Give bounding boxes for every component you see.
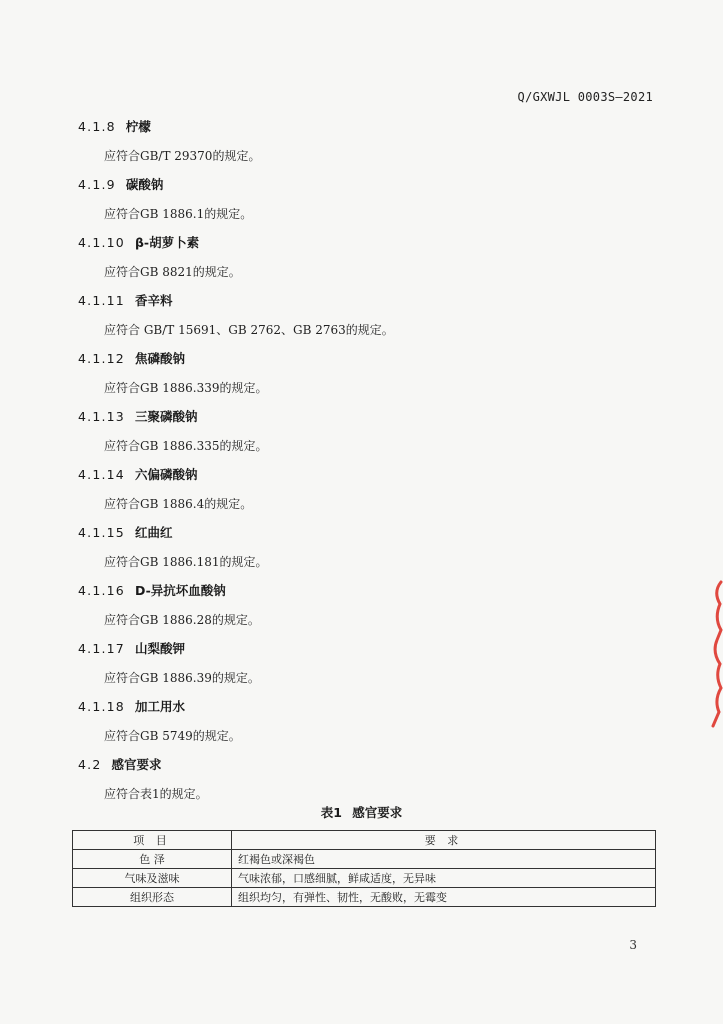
table-cell-requirement: 气味浓郁，口感细腻，鲜咸适度，无异味: [232, 869, 656, 888]
section-number: 4.1.11: [78, 293, 125, 308]
section-list: [78, 118, 658, 814]
section-title: 焦磷酸钠: [134, 351, 185, 366]
table-row: [73, 888, 656, 907]
section-heading: [78, 234, 658, 252]
table-row: [73, 850, 656, 869]
sensory-requirements-table: [72, 830, 656, 907]
section-heading: [78, 118, 658, 136]
section-title: D-异抗坏血酸钠: [134, 583, 226, 598]
section-body: 应符合GB 8821的规定。: [104, 265, 241, 279]
section-title: 感官要求: [111, 757, 162, 772]
section-number: 4.1.8: [78, 119, 116, 134]
section-title: β-胡萝卜素: [134, 235, 200, 250]
section-number: 4.1.18: [78, 699, 125, 714]
section-body: 应符合GB 1886.339的规定。: [104, 381, 268, 395]
section-number: 4.1.10: [78, 235, 125, 250]
section-body: 应符合GB 5749的规定。: [104, 729, 241, 743]
section-heading: [78, 640, 658, 658]
table-cell-requirement: 组织均匀，有弹性、韧性，无酸败，无霉变: [232, 888, 656, 907]
section-heading: [78, 292, 658, 310]
section-body: 应符合GB 1886.1的规定。: [104, 207, 253, 221]
section-body: 应符合GB 1886.28的规定。: [104, 613, 260, 627]
section-heading: [78, 524, 658, 542]
section-body: 应符合GB/T 29370的规定。: [104, 149, 261, 163]
table-cell-item: 色 泽: [73, 850, 232, 869]
section-body: 应符合表1的规定。: [104, 787, 208, 801]
section-number: 4.2: [78, 757, 102, 772]
column-header-requirement: 要 求: [232, 831, 656, 850]
section-title: 红曲红: [134, 525, 173, 540]
section-number: 4.1.17: [78, 641, 125, 656]
section-number: 4.1.15: [78, 525, 125, 540]
section-body: 应符合GB 1886.335的规定。: [104, 439, 268, 453]
section-heading: [78, 350, 658, 368]
section-number: 4.1.9: [78, 177, 116, 192]
page-number: 3: [629, 938, 637, 952]
section-body: 应符合 GB/T 15691、GB 2762、GB 2763的规定。: [104, 323, 394, 337]
section-number: 4.1.12: [78, 351, 125, 366]
table-caption: [0, 803, 723, 821]
section-title: 香辛料: [134, 293, 173, 308]
seal-stamp-edge: [711, 580, 723, 730]
section-heading: [78, 698, 658, 716]
section-title: 加工用水: [134, 699, 185, 714]
table-cell-requirement: 红褐色或深褐色: [232, 850, 656, 869]
section-number: 4.1.14: [78, 467, 125, 482]
table-row: [73, 869, 656, 888]
section-title: 柠檬: [125, 119, 151, 134]
table-cell-item: 组织形态: [73, 888, 232, 907]
section-heading: [78, 756, 658, 774]
table-caption-number: 表1: [320, 805, 342, 820]
section-title: 三聚磷酸钠: [134, 409, 198, 424]
section-heading: [78, 582, 658, 600]
document-code: Q/GXWJL 0003S—2021: [517, 90, 653, 104]
section-heading: [78, 176, 658, 194]
section-body: 应符合GB 1886.39的规定。: [104, 671, 260, 685]
section-number: 4.1.16: [78, 583, 125, 598]
column-header-item: 项 目: [73, 831, 232, 850]
section-title: 山梨酸钾: [134, 641, 185, 656]
section-number: 4.1.13: [78, 409, 125, 424]
section-heading: [78, 466, 658, 484]
table-header-row: [73, 831, 656, 850]
section-body: 应符合GB 1886.181的规定。: [104, 555, 268, 569]
section-title: 六偏磷酸钠: [134, 467, 198, 482]
section-title: 碳酸钠: [125, 177, 164, 192]
section-body: 应符合GB 1886.4的规定。: [104, 497, 253, 511]
section-heading: [78, 408, 658, 426]
table-cell-item: 气味及滋味: [73, 869, 232, 888]
table-caption-title: 感官要求: [352, 805, 403, 820]
